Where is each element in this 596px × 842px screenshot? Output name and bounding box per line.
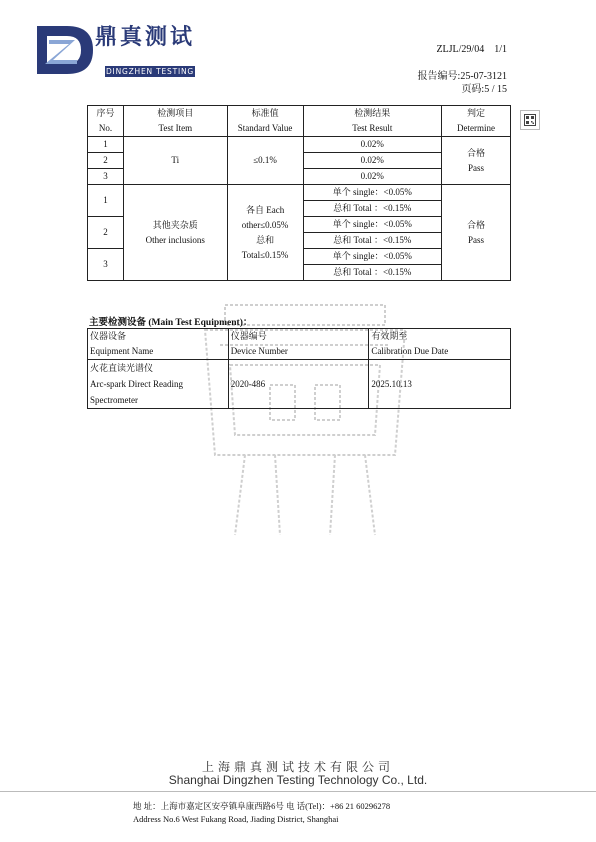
result-value: 单个 single：<0.05% 总和 Total ：<0.15% (303, 249, 442, 281)
device-number: 2020-486 (228, 360, 369, 409)
logo-english-name: DINGZHEN TESTING (105, 67, 195, 76)
row-no: 2 (88, 153, 124, 169)
table-row (88, 185, 511, 217)
header-test-item: 检测项目 Test Item (123, 106, 227, 137)
dz-logo-icon (33, 18, 95, 80)
equipment-section-title: 主要检测设备 (Main Test Equipment)： (89, 318, 253, 328)
footer-company-cn: 上海鼎真测试技术有限公司 (201, 760, 394, 774)
table-header-row (88, 106, 511, 137)
header-no: 序号 No. (88, 106, 124, 137)
test-item-inclusions: 其他夹杂质 Other inclusions (123, 185, 227, 281)
header-standard-value: 标准值 Standard Value (227, 106, 303, 137)
doc-code-value: ZLJL/29/04 (436, 44, 485, 55)
test-item-ti: Ti (123, 137, 227, 185)
result-value: 单个 single：<0.05% 总和 Total ：<0.15% (303, 185, 442, 217)
header-device-number: 仪器编号 Device Number (228, 329, 369, 360)
row-no: 3 (88, 249, 124, 281)
result-value: 0.02% (303, 153, 442, 169)
footer-address-en: Address No.6 West Fukang Road, Jiading District, Shanghai (133, 814, 339, 824)
table-row (88, 360, 511, 409)
doc-page-value: 1/1 (494, 44, 507, 55)
footer-divider (0, 791, 596, 792)
qr-code-icon[interactable] (520, 110, 540, 130)
determine-ti: 合格 Pass (442, 137, 511, 185)
row-no: 1 (88, 185, 124, 217)
doc-code (436, 44, 507, 55)
header-equipment-name: 仪器设备 Equipment Name (88, 329, 229, 360)
result-value: 0.02% (303, 137, 442, 153)
equipment-name: 火花直读光谱仪 Arc-spark Direct Reading Spectrometer (88, 360, 229, 409)
table-row (88, 137, 511, 153)
footer-address-cn: 地 址：上海市嘉定区安亭镇阜康西路6号 电 话(Tel)：+86 21 60296278 (133, 801, 391, 811)
row-no: 2 (88, 217, 124, 249)
page-number: 页码:5 / 15 (461, 84, 507, 95)
result-value: 0.02% (303, 169, 442, 185)
header-determine: 判定 Determine (442, 106, 511, 137)
standard-inclusions: 各自 Each other≤0.05% 总和 Total≤0.15% (227, 185, 303, 281)
table-header-row (88, 329, 511, 360)
footer-company-en: Shanghai Dingzhen Testing Technology Co., Ltd. (168, 773, 428, 787)
equipment-table (87, 328, 511, 409)
result-value: 单个 single：<0.05% 总和 Total ：<0.15% (303, 217, 442, 249)
determine-inclusions: 合格 Pass (442, 185, 511, 281)
report-number: 报告编号:25-07-3121 (417, 71, 507, 82)
logo-chinese-name: 鼎真测试 (95, 24, 196, 50)
header-calibration-due: 有效期至 Calibration Due Date (369, 329, 511, 360)
calibration-due-date: 2025.10.13 (369, 360, 511, 409)
test-result-table (87, 105, 511, 281)
standard-ti: ≤0.1% (227, 137, 303, 185)
company-logo (33, 18, 208, 80)
row-no: 1 (88, 137, 124, 153)
header-test-result: 检测结果 Test Result (303, 106, 442, 137)
row-no: 3 (88, 169, 124, 185)
